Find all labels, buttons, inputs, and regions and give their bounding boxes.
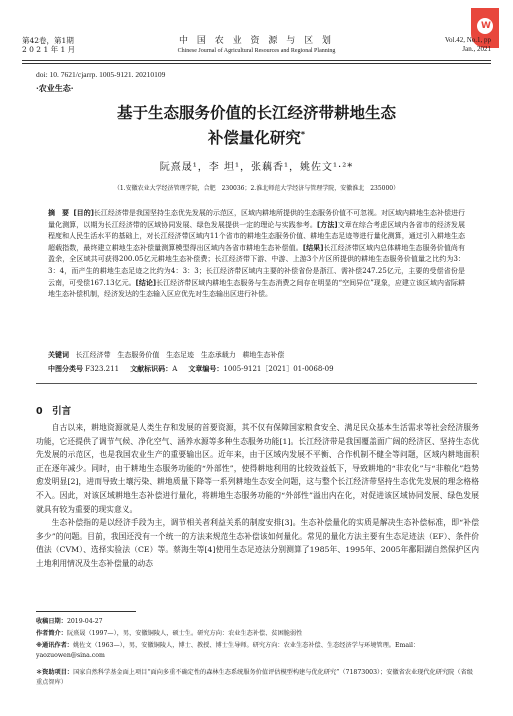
footnote-author: [36, 629, 479, 639]
volume-cn: 第42卷，第1期: [22, 36, 74, 45]
keywords-label: 关键词: [48, 351, 69, 359]
title-line-2: [40, 124, 473, 149]
corresponding-author: 姚佐文（1963—），男，安徽铜陵人，博士、教授、博士生导师。研究方向：农业生态补偿、生态经济学与环境管理。Email：yaozuowen@sina.com: [36, 642, 420, 659]
title-line-2-text: 补偿量化研究: [207, 129, 301, 148]
doc-code-value: A: [172, 365, 178, 373]
keywords: [48, 350, 465, 361]
footnote-corresponding: [36, 641, 479, 661]
abstract-method: 文章在综合考虑区域内各省市的经济发展程度和人民生活水平的基础上，对长江经济带区域内11个省市的耕地生态服务价值、耕地生态足迹等进行量化测算，通过引入耕地生态超载指数，最终建立耕地生态补偿量测算模型得出区域内各省市耕地生态补偿值。: [48, 220, 466, 252]
header-left: [22, 36, 75, 54]
abstract-result-heading: [结果]: [302, 243, 324, 252]
running-header: [22, 36, 491, 58]
abstract-result: 长江经济带区域内总体耕地生态服务价值尚有盈余，全区域共可获得200.05亿元耕地生态补偿费；长江经济带下游、中游、上游3个片区所提供的耕地生态服务价值量之比约为3：3：4，而产生的耕地生态足迹之比约为4：3：3；长江经济带区域内主要的补偿省份是浙江、需补偿247.25亿元，主要的受偿省份是云南，可受偿167.13亿元。: [48, 243, 466, 287]
clc-label: 中图分类号: [48, 365, 83, 373]
date-en: Jan., 2021: [462, 45, 491, 53]
keyword-item: 生态承载力: [200, 351, 236, 359]
header-right: [445, 36, 491, 54]
title-line-1: 基于生态服务价值的长江经济带耕地生态: [116, 104, 396, 122]
footnote-funding: [36, 668, 479, 688]
title-footnote-mark: *: [300, 130, 306, 139]
intro-heading: 0 引言: [36, 406, 72, 417]
abstract-label: 摘 要: [48, 209, 70, 217]
abstract-rule: [36, 383, 477, 384]
intro-body: [36, 421, 479, 571]
abstract-method-heading: [方法]: [316, 220, 338, 229]
date-cn: 2 0 2 1 年 1 月: [22, 45, 76, 54]
received-label: 收稿日期：: [36, 618, 67, 625]
keyword-item: 耕地生态补偿: [242, 351, 285, 359]
bookmark-circle: [477, 18, 493, 34]
article-no-label: 文章编号: [188, 365, 217, 373]
paper-title: [40, 103, 473, 149]
affiliation: （1.安徽农业大学经济管理学院，合肥 230036；2.淮北师范大学经济与管理学院，安徽淮北 235000）: [113, 185, 400, 192]
abstract-conclusion-heading: [结论]: [135, 278, 157, 287]
footnote-received: [36, 617, 479, 627]
abstract: [48, 208, 465, 301]
abstract-objective-heading: [目的]: [73, 209, 94, 217]
header-rule-thick: [22, 60, 491, 61]
w-logo-icon: W: [481, 21, 491, 31]
received-date: 2019-04-27: [66, 618, 103, 625]
header-rule-thin: [22, 63, 491, 64]
clc-value: F323.211: [85, 365, 120, 373]
corresponding-label: ※通讯作者：: [36, 642, 73, 649]
keyword-item: 长江经济带: [75, 351, 111, 359]
footnote-rule: [36, 611, 136, 612]
author-bio-label: 作者简介：: [36, 630, 67, 637]
header-center: [142, 36, 371, 55]
abstract-conclusion: 长江经济带区域内耕地生态服务与生态消费之间存在明显的“空间异位”现象，应建立该区域内省际耕地生态补偿机制，经济发达的生态输入区应优先对生态输出区进行补偿。: [48, 278, 465, 299]
section-label: ·农业生态·: [36, 83, 74, 93]
keyword-item: 生态足迹: [166, 351, 195, 359]
doi-line[interactable]: doi: 10. 7621/cjarrp. 1005-9121. 20210109: [36, 70, 166, 79]
journal-name-cn: 中 国 农 业 资 源 与 区 划: [179, 36, 334, 46]
classification-line: 中图分类号 F323.211 文献标识码：A 文章编号：1005-9121［2021］01-0068-09: [48, 365, 334, 373]
article-no-value: 1005-9121［2021］01-0068-09: [223, 365, 334, 373]
intro-paragraph-2: 生态补偿指的是以经济手段为主，调节相关者利益关系的制度安排[3]。生态补偿量化的实质是解决生态补偿标准，即“补偿多少”的问题。目前，我国还没有一个统一的方法来规范生态补偿该如何量化。常见的量化方法主要有生态足迹法（EF）、条件价值法（CVM）、选择实验法（CE）等。蔡海生等[4]使用生态足迹法分别测算了1985年、1995年、2005年鄱阳湖自然保护区内土地利用情况及生态补偿量的动态: [36, 518, 479, 568]
funding-text: 国家自然科学基金面上项目“面向多重不确定性的森林生态系统服务价值评估模型构建与优化研究”（71873003）；安徽省农业现代化研究院（省级重点智库）: [36, 669, 473, 686]
journal-name-en: Chinese Journal of Agricultural Resources and Regional Planning: [177, 48, 336, 54]
intro-paragraph-1: 自古以来，耕地资源就是人类生存和发展的首要资源，其不仅有保障国家粮食安全、满足民众基本生活需求等社会经济服务功能，它还提供了调节气候、净化空气、涵养水源等多种生态服务功能[1]。长江经济带是我国覆盖面广阔的经济区、坚持生态优先发展的示范区，也是我国农业生产的重要输出区。近年来，由于区域内发展不平衡、合作机制不健全等问题，区域内耕地面积正在逐年减少。同时，由于耕地生态服务功能的“外部性”，使得耕地利用的比较效益低下，导致耕地的“非农化”与“非粮化”趋势愈发明显[2]，进而导致土壤污染、耕地质量下降等一系列耕地生态安全问题，这与整个长江经济带坚持生态优先发展的理念格格不入。因此，对该区域耕地生态补偿进行量化，将耕地生态服务功能的“外部性”溢出内在化，对促进该区域协同发展、绿色发展就具有较为重要的现实意义。: [36, 423, 479, 514]
abstract-objective: 长江经济带是我国坚持生态优先发展的示范区，区域内耕地所提供的生态服务价值不可忽视。对区域内耕地生态补偿进行量化测算，以期为长江经济带的区域协同发展、绿色发展提供一定的理论与实践参考。: [48, 209, 466, 229]
volume-en: Vol.42, No.1, pp: [444, 36, 491, 44]
funding-label: ＊资助项目：: [36, 669, 74, 676]
keyword-item: 生态服务价值: [117, 351, 160, 359]
author-list: 阮熹晟¹，李 坦¹，张藕香¹，姚佐文¹·²*: [159, 162, 354, 173]
author-bio: 阮熹晟（1997—），男，安徽铜陵人，硕士生。研究方向：农业生态补偿、贫困脆弱性: [66, 630, 303, 637]
doc-code-label: 文献标识码: [130, 365, 166, 373]
